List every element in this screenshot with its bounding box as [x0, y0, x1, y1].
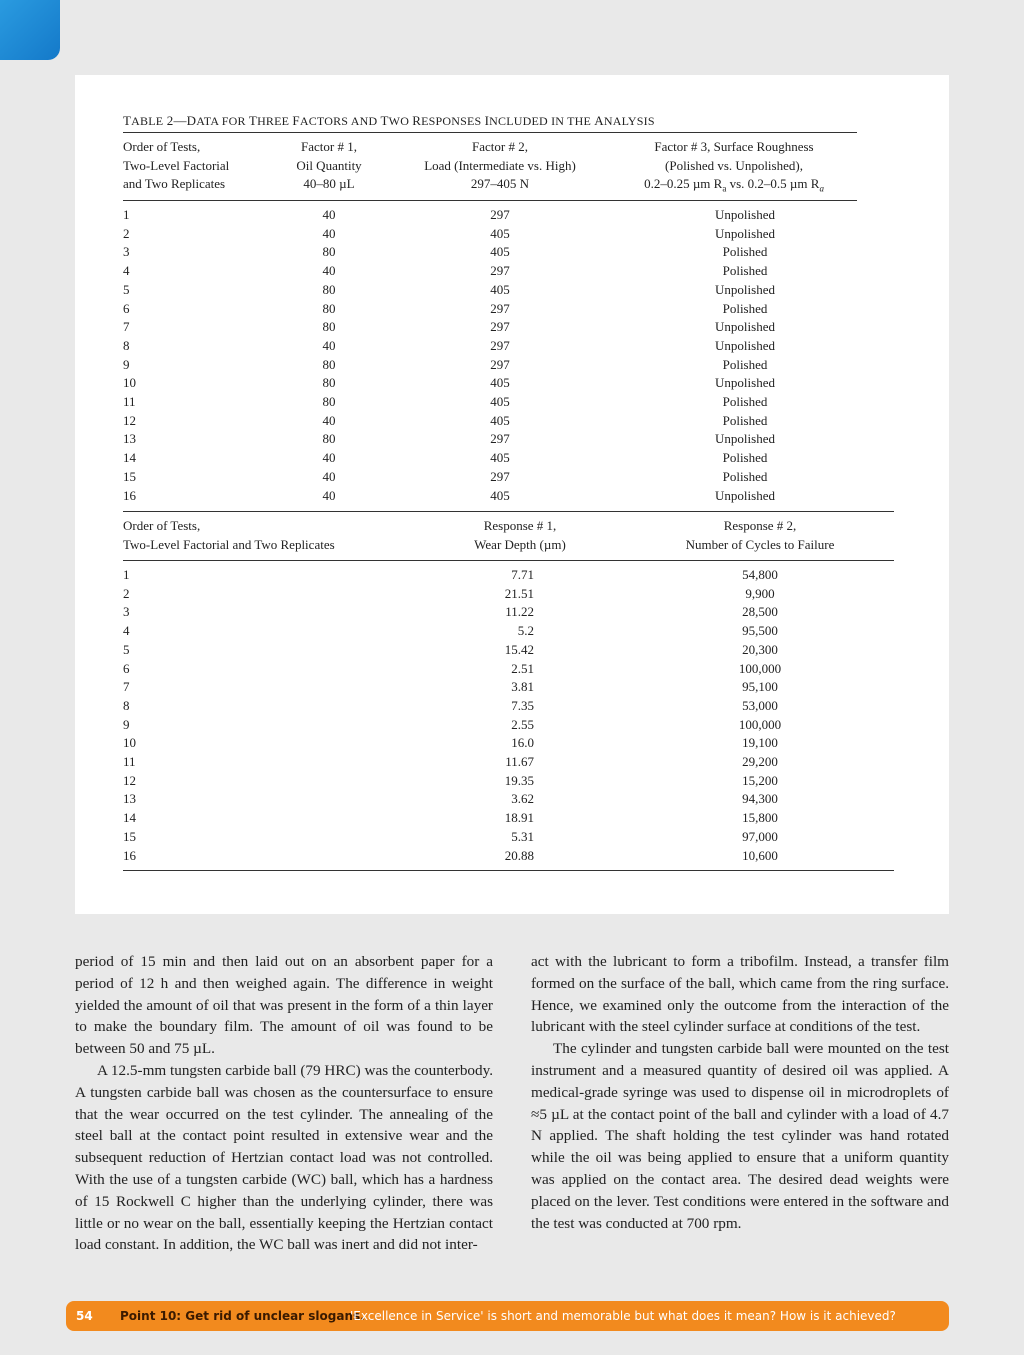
table-row	[75, 565, 949, 584]
cell-test-order: 14	[123, 810, 136, 826]
factors-header-rule	[123, 200, 857, 201]
table-row	[75, 448, 949, 467]
cell-oil-quantity: 40	[322, 225, 336, 241]
cell-load: 405	[490, 450, 510, 466]
cell-surface-roughness: Unpolished	[715, 281, 775, 297]
body-paragraph: period of 15 min and then laid out on an absorbent paper for a period of 12 h and then weighed again. The difference in weight yielded the amount of oil that was present in the form of a thin layer to make the boundary film. The amount of oil was found to be between 50 and 75 µL.	[75, 953, 493, 1058]
cell-test-order: 1	[123, 567, 130, 582]
cell-load: 297	[490, 300, 510, 316]
cell-oil-quantity: 80	[322, 281, 336, 297]
table-row	[75, 752, 949, 771]
table-row	[75, 677, 949, 696]
table-row	[75, 827, 949, 846]
cell-load: 297	[490, 263, 510, 279]
cell-load: 405	[490, 487, 510, 503]
cell-test-order: 8	[123, 337, 130, 353]
table-row	[75, 336, 949, 355]
factors-header-load: Factor # 2, Load (Intermediate vs. High) 297–405 N	[424, 139, 576, 191]
table-row	[75, 771, 949, 790]
cell-oil-quantity: 40	[322, 207, 336, 222]
cell-test-order: 15	[123, 828, 136, 844]
cell-oil-quantity: 80	[322, 375, 336, 391]
body-column-left	[75, 951, 493, 1256]
cell-load: 297	[490, 337, 510, 353]
cell-oil-quantity: 80	[322, 356, 336, 372]
cell-wear-depth: 2.55	[511, 716, 534, 732]
cell-cycles-to-failure: 97,000	[742, 828, 778, 844]
table-row	[75, 261, 949, 280]
cell-surface-roughness: Polished	[722, 244, 768, 260]
cell-oil-quantity: 40	[322, 263, 336, 279]
cell-surface-roughness: Polished	[722, 394, 768, 409]
cell-cycles-to-failure: 100,000	[738, 716, 782, 732]
cell-load: 297	[490, 431, 510, 447]
cell-wear-depth: 5.2	[517, 623, 534, 639]
cell-wear-depth: 11.67	[505, 754, 534, 769]
table-row	[75, 411, 949, 430]
table-row	[75, 733, 949, 752]
cell-oil-quantity: 80	[322, 431, 336, 447]
cell-cycles-to-failure: 53,000	[742, 697, 778, 713]
cell-test-order: 13	[123, 431, 136, 447]
responses-header-cycles: Response # 2, Number of Cycles to Failure	[685, 518, 835, 552]
table-row	[75, 355, 949, 374]
cell-test-order: 14	[123, 450, 136, 466]
cell-wear-depth: 19.35	[504, 772, 534, 788]
cell-wear-depth: 5.31	[511, 828, 534, 844]
cell-oil-quantity: 40	[322, 468, 336, 484]
cell-cycles-to-failure: 10,600	[742, 847, 778, 863]
factors-header-surface-roughness: Factor # 3, Surface Roughness (Polished vs. Unpolished), 0.2–0.25 µm $R_a$ vs. 0.2–0.5 µm $R_a$	[644, 139, 824, 194]
cell-test-order: 4	[123, 263, 130, 279]
cell-test-order: 5	[123, 281, 130, 297]
body-paragraph: A 12.5-mm tungsten carbide ball (79 HRC) was the counterbody. A tungsten carbide ball was chosen as the countersurface to ensure that the wear occurred on the test cylinder. The annealing of the steel ball at the contact point resulted in extensive wear and the subsequent reduction of Hertzian contact load was not controlled. With the use of a tungsten carbide (WC) ball, which has a hardness of 15 Rockwell C higher than the underlying cylinder, there was little or no wear on the ball, essentially keeping the Hertzian contact load constant. In addition, the WC ball was inert and did not inter-	[75, 1061, 493, 1254]
factors-header-order: Order of Tests, Two-Level Factorial and Two Replicates	[123, 139, 230, 191]
cell-cycles-to-failure: 29,200	[742, 754, 778, 769]
body-column-right	[531, 951, 949, 1234]
responses-header-rule	[123, 560, 894, 561]
cell-wear-depth: 15.42	[504, 641, 534, 657]
table-row	[75, 640, 949, 659]
table-row	[75, 715, 949, 734]
cell-test-order: 11	[123, 394, 136, 409]
table-row	[75, 205, 949, 224]
cell-surface-roughness: Polished	[722, 300, 768, 316]
cell-surface-roughness: Polished	[722, 356, 768, 372]
cell-test-order: 3	[123, 604, 130, 620]
cell-oil-quantity: 80	[322, 244, 336, 260]
cell-load: 405	[490, 375, 510, 391]
cell-cycles-to-failure: 100,000	[738, 660, 782, 676]
table-row	[75, 392, 949, 411]
cell-test-order: 3	[123, 244, 130, 260]
cell-oil-quantity: 80	[322, 394, 336, 409]
table-row	[75, 584, 949, 603]
cell-wear-depth: 18.91	[504, 810, 534, 826]
cell-test-order: 16	[123, 847, 136, 863]
cell-cycles-to-failure: 20,300	[742, 641, 778, 657]
table-row	[75, 846, 949, 865]
cell-oil-quantity: 40	[322, 487, 336, 503]
table-row	[75, 808, 949, 827]
cell-test-order: 9	[123, 356, 130, 372]
cell-load: 405	[490, 225, 510, 241]
cell-load: 405	[490, 412, 510, 428]
cell-oil-quantity: 40	[322, 412, 336, 428]
cell-oil-quantity: 40	[322, 337, 336, 353]
cell-load: 405	[490, 244, 510, 260]
cell-load: 297	[490, 319, 510, 335]
table-row	[75, 659, 949, 678]
table-top-rule	[123, 132, 857, 133]
cell-cycles-to-failure: 95,500	[742, 623, 778, 639]
cell-cycles-to-failure: 54,800	[742, 567, 778, 582]
cell-cycles-to-failure: 15,800	[742, 810, 778, 826]
cell-wear-depth: 3.62	[511, 791, 534, 807]
table-row	[75, 696, 949, 715]
table-row	[75, 373, 949, 392]
table-row	[75, 621, 949, 640]
cell-cycles-to-failure: 15,200	[742, 772, 778, 788]
table-row	[75, 789, 949, 808]
cell-test-order: 1	[123, 207, 130, 222]
cell-test-order: 6	[123, 300, 130, 316]
cell-oil-quantity: 80	[322, 319, 336, 335]
table-row	[75, 280, 949, 299]
cell-cycles-to-failure: 19,100	[742, 735, 778, 751]
cell-cycles-to-failure: 9,900	[745, 585, 775, 601]
cell-cycles-to-failure: 94,300	[742, 791, 778, 807]
table-row	[75, 486, 949, 505]
footer-tip-text: 'Excellence in Service' is short and memorable but what does it mean? How is it achieved?	[350, 1309, 896, 1323]
cell-test-order: 8	[123, 697, 130, 713]
cell-load: 405	[490, 281, 510, 297]
cell-load: 405	[490, 394, 510, 409]
cell-wear-depth: 3.81	[511, 679, 534, 695]
cell-test-order: 12	[123, 412, 136, 428]
body-paragraph: The cylinder and tungsten carbide ball were mounted on the test instrument and a measured quantity of desired oil was applied. A medical-grade syringe was used to dispense oil in microdroplets of ≈5 µL at the contact point of the ball and cylinder with a load of 4.7 N applied. The shaft holding the test cylinder was hand rotated while the oil was being applied to ensure that a uniform quantity was applied on the contact area. The desired dead weights were placed on the lever. Test conditions were entered in the software and the test was conducted at 700 rpm.	[531, 1040, 949, 1232]
table-panel	[75, 75, 949, 914]
cell-test-order: 15	[123, 468, 136, 484]
cell-oil-quantity: 40	[322, 450, 336, 466]
cell-test-order: 10	[123, 375, 136, 391]
table-row	[75, 299, 949, 318]
cell-wear-depth: 7.35	[511, 697, 534, 713]
cell-test-order: 13	[123, 791, 136, 807]
cell-wear-depth: 21.51	[504, 585, 534, 601]
cell-test-order: 5	[123, 641, 130, 657]
cell-wear-depth: 11.22	[505, 604, 534, 620]
table-row	[75, 602, 949, 621]
cell-test-order: 4	[123, 623, 130, 639]
cell-test-order: 2	[123, 225, 130, 241]
cell-surface-roughness: Polished	[722, 263, 768, 279]
cell-surface-roughness: Polished	[722, 468, 768, 484]
cell-wear-depth: 20.88	[504, 847, 534, 863]
table-row	[75, 467, 949, 486]
cell-surface-roughness: Polished	[722, 412, 768, 428]
table-row	[75, 317, 949, 336]
cell-load: 297	[490, 468, 510, 484]
cell-test-order: 9	[123, 716, 130, 732]
cell-test-order: 2	[123, 585, 130, 601]
cell-surface-roughness: Polished	[722, 450, 768, 466]
cell-test-order: 7	[123, 319, 130, 335]
table-bottom-rule	[123, 870, 894, 871]
cell-load: 297	[490, 356, 510, 372]
cell-surface-roughness: Unpolished	[715, 431, 775, 447]
cell-test-order: 16	[123, 487, 136, 503]
responses-top-rule	[123, 511, 894, 512]
body-paragraph: act with the lubricant to form a tribofilm. Instead, a transfer film formed on the surface of the ball, which came from the ring surface. Hence, we examined only the outcome from the interaction of the lubricant with the steel cylinder surface at conditions of the test.	[531, 953, 949, 1036]
cell-oil-quantity: 80	[322, 300, 336, 316]
table-row	[75, 242, 949, 261]
cell-load: 297	[490, 207, 510, 222]
cell-surface-roughness: Unpolished	[715, 319, 775, 335]
cell-surface-roughness: Unpolished	[715, 337, 775, 353]
cell-test-order: 12	[123, 772, 136, 788]
table-row	[75, 429, 949, 448]
cell-test-order: 11	[123, 754, 136, 769]
cell-surface-roughness: Unpolished	[715, 207, 775, 222]
cell-surface-roughness: Unpolished	[715, 225, 775, 241]
cell-wear-depth: 2.51	[511, 660, 534, 676]
cell-test-order: 10	[123, 735, 136, 751]
corner-tab-decoration	[0, 0, 60, 60]
table-row	[75, 224, 949, 243]
cell-test-order: 7	[123, 679, 130, 695]
cell-surface-roughness: Unpolished	[715, 487, 775, 503]
footer-tip-title: Point 10: Get rid of unclear slogans.	[120, 1309, 365, 1323]
factors-header-oil-quantity: Factor # 1, Oil Quantity 40–80 µL	[296, 139, 362, 191]
cell-cycles-to-failure: 28,500	[742, 604, 778, 620]
cell-wear-depth: 16.0	[511, 735, 534, 751]
cell-test-order: 6	[123, 660, 130, 676]
responses-header-order: Order of Tests, Two-Level Factorial and Two Replicates	[123, 518, 335, 552]
cell-wear-depth: 7.71	[511, 567, 534, 582]
page-number: 54	[76, 1309, 93, 1323]
table-caption: TABLE 2—DATA FOR THREE FACTORS AND TWO RESPONSES INCLUDED IN THE ANALYSIS	[123, 113, 655, 128]
cell-cycles-to-failure: 95,100	[742, 679, 778, 695]
responses-header-wear-depth: Response # 1, Wear Depth (µm)	[474, 518, 566, 552]
footer-tip-bar	[66, 1301, 949, 1331]
cell-surface-roughness: Unpolished	[715, 375, 775, 391]
